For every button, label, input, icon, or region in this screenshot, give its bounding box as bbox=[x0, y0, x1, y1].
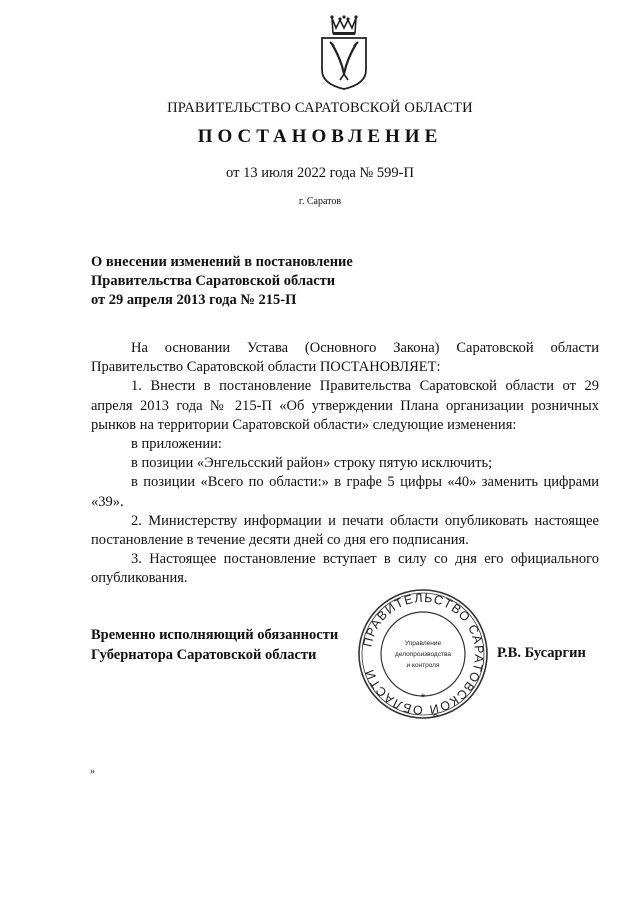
signatory-title-line: Губернатора Саратовской области bbox=[91, 647, 317, 663]
document-date-number: от 13 июля 2022 года № 599-П bbox=[226, 165, 414, 181]
body-paragraph: в позиции «Всего по области:» в графе 5 цифры «40» заменить цифрами «39». bbox=[91, 474, 599, 510]
subject-line: от 29 апреля 2013 года № 215-П bbox=[91, 292, 297, 308]
seal-star: * bbox=[420, 692, 426, 704]
seal-text-line: Управление bbox=[404, 640, 442, 647]
seal-text-line: делопроизводства bbox=[395, 651, 451, 658]
seal-ring-text: ПРАВИТЕЛЬСТВО САРАТОВСКОЙ ОБЛАСТИ bbox=[360, 590, 487, 718]
subject-line: О внесении изменений в постановление bbox=[91, 254, 353, 270]
document-type: ПОСТАНОВЛЕНИЕ bbox=[197, 126, 443, 147]
official-seal bbox=[356, 587, 490, 721]
margin-mark: » bbox=[90, 766, 95, 777]
body-paragraph: в приложении: bbox=[131, 436, 222, 453]
seal-text-line: и контроля bbox=[406, 662, 440, 669]
body-paragraph: 2. Министерству информации и печати области опубликовать настоящее постановление в течение десяти дней со дня его подписания. bbox=[91, 512, 599, 549]
subject-line: Правительства Саратовской области bbox=[91, 273, 336, 289]
organization-name: ПРАВИТЕЛЬСТВО САРАТОВСКОЙ ОБЛАСТИ bbox=[167, 100, 473, 116]
document-body bbox=[91, 339, 599, 589]
document-subject bbox=[91, 253, 353, 310]
body-paragraph: 3. Настоящее постановление вступает в силу со дня его официального опубликования. bbox=[91, 551, 599, 587]
body-paragraph: в позиции «Энгельсский район» строку пятую исключить; bbox=[131, 455, 493, 472]
signatory-name: Р.В. Бусаргин bbox=[497, 645, 586, 661]
document-city: г. Саратов bbox=[298, 196, 342, 207]
signatory-title bbox=[91, 625, 338, 665]
body-paragraph: 1. Внести в постановление Правительства Саратовской области от 29 апреля 2013 года № 215-П «Об утверждении Плана организации розничных рынков на территории Саратовской области» следующие изменения: bbox=[91, 378, 599, 433]
coat-of-arms-emblem bbox=[318, 14, 370, 90]
signatory-title-line: Временно исполняющий обязанности bbox=[91, 627, 339, 643]
body-paragraph: На основании Устава (Основного Закона) Саратовской области Правительство Саратовской области ПОСТАНОВЛЯЕТ: bbox=[91, 340, 599, 376]
